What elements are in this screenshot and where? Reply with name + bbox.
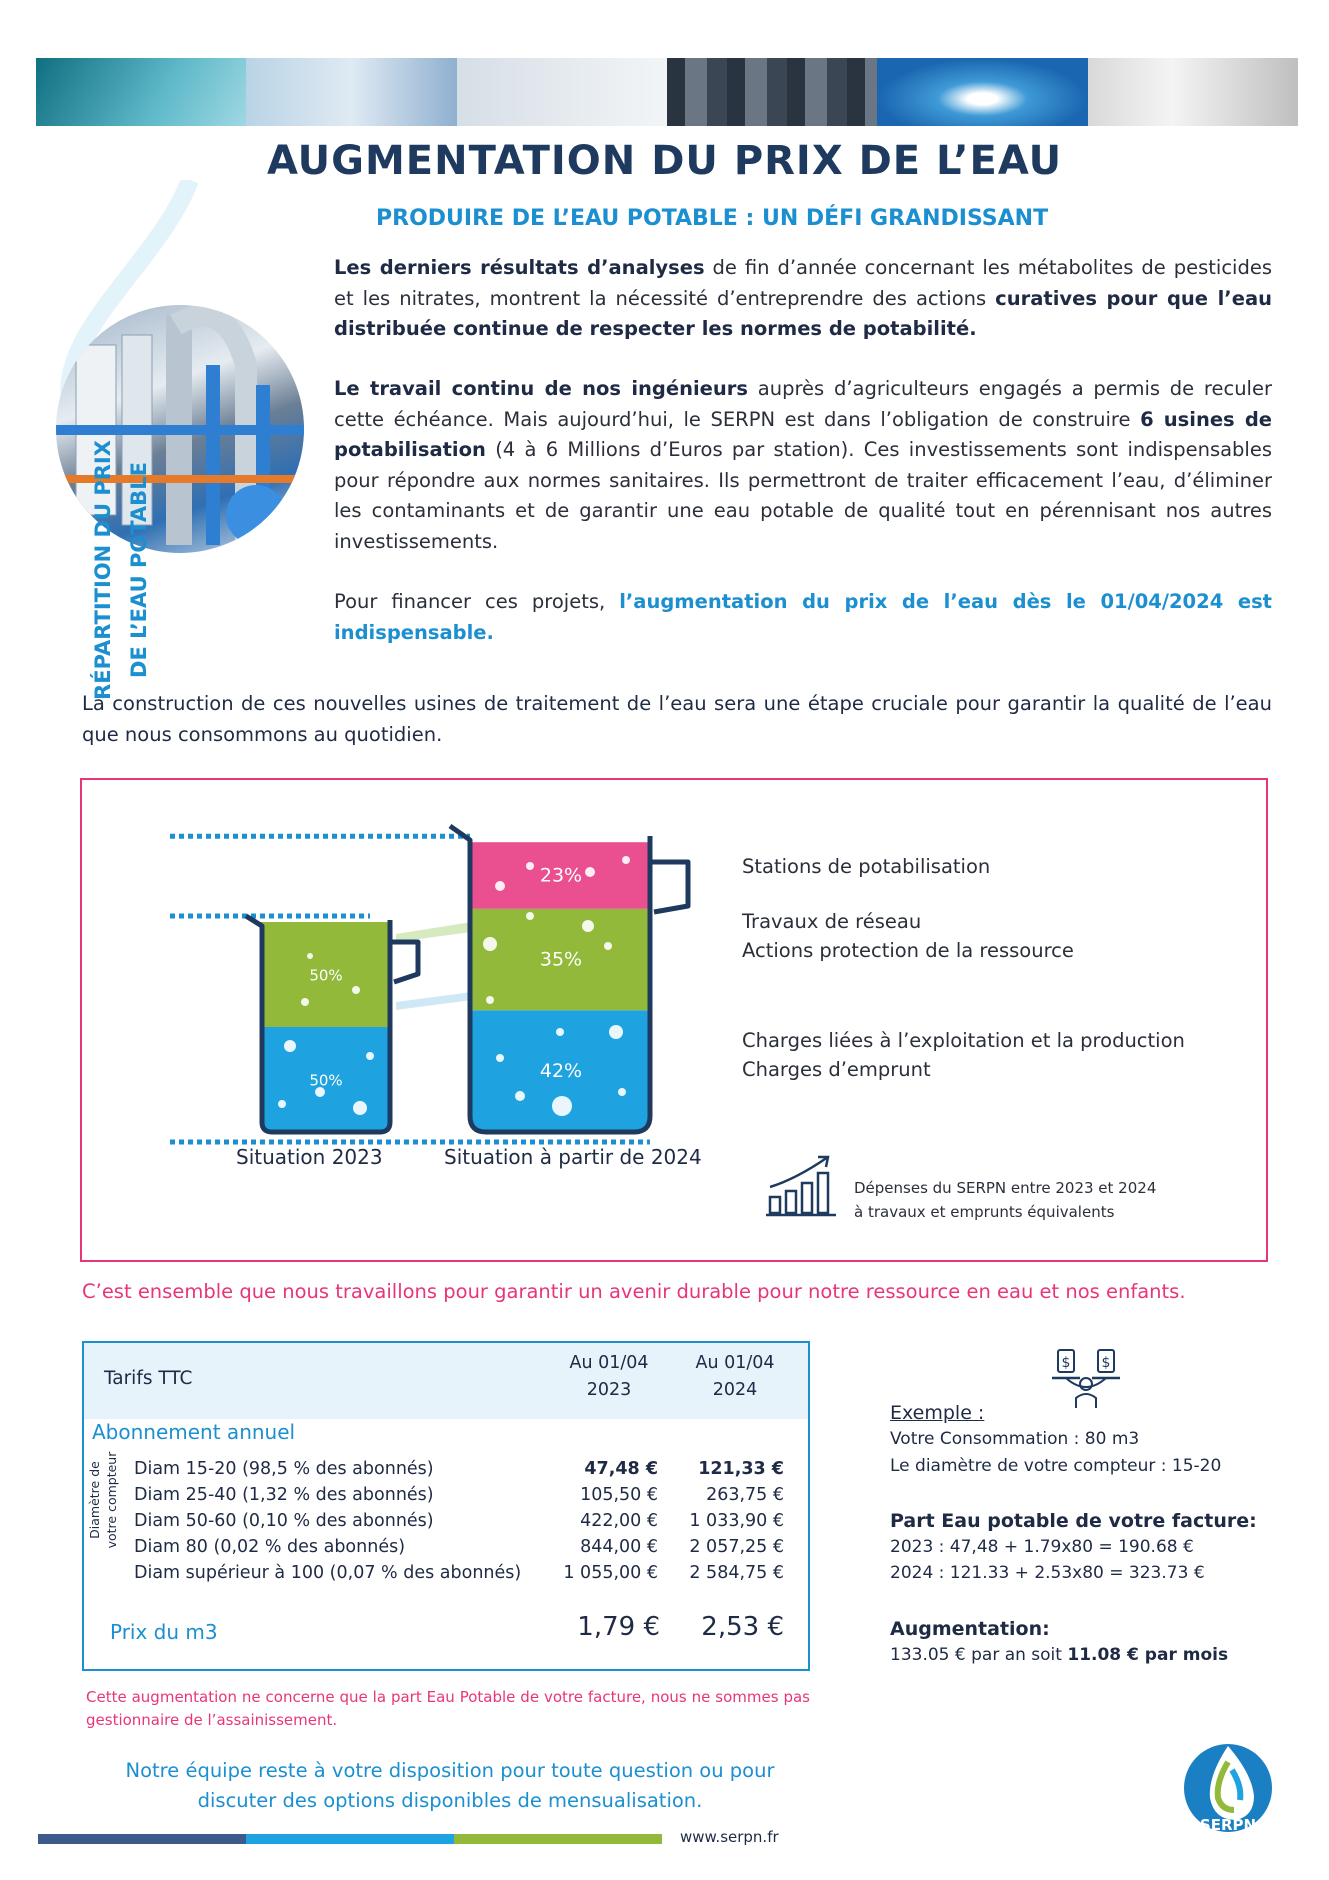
row-value-2024: 1 033,90 € bbox=[689, 1511, 784, 1531]
header-2024-date: Au 01/04 bbox=[695, 1353, 775, 1373]
para3-text: Pour financer ces projets, bbox=[334, 590, 620, 613]
para2-text-a: auprès d’agriculteurs engagés a permis de reculer cette échéance. Mais aujourd’hui, le SERPN est dans l’obligation de construire bbox=[334, 377, 1272, 431]
slogan: C’est ensemble que nous travaillons pour garantir un avenir durable pour notre ressource en eau et nos enfants. bbox=[82, 1280, 1186, 1303]
bubble bbox=[604, 942, 612, 950]
tarifs-ttc-label: Tarifs TTC bbox=[104, 1368, 193, 1389]
bubble bbox=[515, 1091, 525, 1101]
footer-color-bar bbox=[38, 1834, 662, 1844]
para2-text-b: (4 à 6 Millions d’Euros par station). Ces investissements sont indispensables pour répondre aux normes sanitaires. Ils permettront de traiter efficacement l’eau, d’éliminer les contaminants et de garantir une eau potable de qualité tout en pérennisant nos autres investissements. bbox=[334, 438, 1272, 553]
header-2023-date: Au 01/04 bbox=[569, 1353, 649, 1373]
legend-stations-label: Stations de potabilisation bbox=[742, 855, 991, 878]
bubble bbox=[278, 1100, 286, 1108]
row-label: Diam 50-60 (0,10 % des abonnés) bbox=[134, 1511, 434, 1531]
legend-charges-label: Charges liées à l’exploitation et la production bbox=[742, 1029, 1185, 1052]
legend-charges bbox=[742, 1026, 1185, 1084]
price-per-m3-2024: 2,53 € bbox=[701, 1612, 784, 1642]
bubble bbox=[352, 986, 360, 994]
row-value-2024: 2 584,75 € bbox=[689, 1563, 784, 1583]
column-header-2023 bbox=[554, 1350, 664, 1404]
table-row bbox=[134, 1459, 784, 1485]
bubble bbox=[496, 1054, 504, 1062]
logo-text: SERPN bbox=[1199, 1816, 1257, 1834]
table-row bbox=[134, 1563, 784, 1589]
example-consumption: Votre Consommation : 80 m3 bbox=[890, 1429, 1140, 1449]
footer-bar-navy bbox=[38, 1834, 246, 1844]
legend-travaux bbox=[742, 907, 1074, 965]
abonnement-heading: Abonnement annuel bbox=[92, 1420, 296, 1444]
expenses-line2: à travaux et emprunts équivalents bbox=[854, 1203, 1115, 1221]
connector-green bbox=[396, 922, 470, 942]
example-part-title: Part Eau potable de votre facture: bbox=[890, 1510, 1257, 1532]
example-calc-2024: 2024 : 121.33 + 2.53x80 = 323.73 € bbox=[890, 1563, 1205, 1583]
bubble bbox=[353, 1101, 367, 1115]
distribution-vertical-title bbox=[85, 380, 155, 760]
contact-line2: discuter des options disponibles de mensualisation. bbox=[197, 1789, 703, 1812]
intro-paragraph bbox=[334, 253, 1272, 345]
bubble bbox=[307, 953, 313, 959]
serpn-logo bbox=[1180, 1740, 1276, 1836]
page-title: AUGMENTATION DU PRIX DE L’EAU bbox=[266, 138, 1063, 184]
bubble bbox=[301, 998, 309, 1006]
row-label: Diam supérieur à 100 (0,07 % des abonnés) bbox=[134, 1563, 522, 1583]
diameter-vertical-label bbox=[86, 1430, 130, 1570]
svg-text:$: $ bbox=[1101, 1355, 1111, 1371]
row-value-2023: 47,48 € bbox=[584, 1459, 658, 1479]
jug-2023 bbox=[246, 916, 418, 1132]
row-label: Diam 25-40 (1,32 % des abonnés) bbox=[134, 1485, 434, 1505]
situation-2023-label: Situation 2023 bbox=[236, 1145, 383, 1169]
svg-text:$: $ bbox=[1061, 1355, 1071, 1371]
footer-bar-blue bbox=[246, 1834, 454, 1844]
expenses-line1: Dépenses du SERPN entre 2023 et 2024 bbox=[854, 1179, 1157, 1197]
page-subtitle: PRODUIRE DE L’EAU POTABLE : UN DÉFI GRANDISSANT bbox=[376, 206, 1049, 231]
engineers-paragraph bbox=[334, 374, 1272, 557]
legend-stations bbox=[742, 852, 990, 881]
legend-travaux-label: Travaux de réseau bbox=[742, 910, 922, 933]
para2-bold-mid: 6 usines de potabilisation bbox=[334, 407, 1272, 461]
bubble bbox=[556, 1028, 564, 1036]
table-row bbox=[134, 1537, 784, 1563]
construction-paragraph: La construction de ces nouvelles usines de traitement de l’eau sera une étape cruciale pour garantir la qualité de l’eau que nous consommons au quotidien. bbox=[82, 692, 1272, 746]
bubble bbox=[526, 912, 534, 920]
para3-highlight: l’augmentation du prix de l’eau dès le 01/04/2024 est indispensable. bbox=[334, 590, 1272, 644]
bubble bbox=[526, 862, 534, 870]
example-title: Exemple : bbox=[890, 1402, 985, 1424]
row-value-2024: 263,75 € bbox=[706, 1485, 784, 1505]
example-increase-title: Augmentation: bbox=[890, 1618, 1050, 1640]
bubble bbox=[284, 1040, 296, 1052]
bubble bbox=[486, 996, 494, 1004]
example-diameter: Le diamètre de votre compteur : 15-20 bbox=[890, 1456, 1222, 1476]
legend-emprunt-label: Charges d’emprunt bbox=[742, 1058, 931, 1081]
footer-bar-green bbox=[454, 1834, 662, 1844]
bubble bbox=[495, 881, 505, 891]
bubble bbox=[585, 867, 595, 877]
row-value-2023: 1 055,00 € bbox=[563, 1563, 658, 1583]
header-2024-year: 2024 bbox=[712, 1380, 758, 1400]
bubble bbox=[483, 937, 497, 951]
price-comparison-icon bbox=[1046, 1346, 1126, 1410]
diameter-label-line2: votre compteur bbox=[104, 1451, 119, 1549]
row-value-2023: 105,50 € bbox=[580, 1485, 658, 1505]
banner-photo-glass bbox=[36, 58, 246, 126]
price-per-m3-2023: 1,79 € bbox=[577, 1612, 660, 1642]
bar-value-label: 50% bbox=[309, 1071, 343, 1090]
banner-photo-pipes bbox=[667, 58, 877, 126]
situation-2024-label: Situation à partir de 2024 bbox=[444, 1145, 702, 1169]
para1-text: de fin d’année concernant les métabolites de pesticides et les nitrates, montrent la nécessité d’entreprendre des actions bbox=[334, 256, 1272, 310]
banner-photo-lab bbox=[457, 58, 667, 126]
bar-value-label: 42% bbox=[539, 1060, 583, 1083]
para1-bold-end: curatives pour que l’eau distribuée continue de respecter les normes de potabilité. bbox=[334, 286, 1272, 340]
bubble bbox=[618, 1088, 626, 1096]
row-label: Diam 15-20 (98,5 % des abonnés) bbox=[134, 1459, 434, 1479]
vertical-title-line1: RÉPARTITION DU PRIX bbox=[91, 440, 115, 700]
growth-chart-icon bbox=[766, 1153, 836, 1217]
row-value-2023: 422,00 € bbox=[580, 1511, 658, 1531]
vertical-title-line2: DE L’EAU POTABLE bbox=[127, 462, 151, 678]
bubble bbox=[552, 1096, 572, 1116]
bar-value-label: 23% bbox=[539, 864, 583, 887]
diameter-label-line1: Diamètre de bbox=[87, 1461, 102, 1539]
increase-monthly: 11.08 € par mois bbox=[1067, 1645, 1229, 1665]
jug-chart bbox=[170, 806, 730, 1146]
bubble bbox=[582, 920, 594, 932]
financing-paragraph bbox=[334, 587, 1272, 648]
bar-value-label: 50% bbox=[309, 966, 343, 985]
example-increase-value bbox=[890, 1645, 1228, 1665]
row-value-2024: 121,33 € bbox=[698, 1459, 784, 1479]
contact-message bbox=[90, 1756, 810, 1816]
bubble bbox=[366, 1052, 374, 1060]
row-label: Diam 80 (0,02 % des abonnés) bbox=[134, 1537, 406, 1557]
website-link[interactable]: www.serpn.fr bbox=[680, 1828, 779, 1846]
bubble bbox=[609, 1025, 623, 1039]
banner-photo-tube bbox=[246, 58, 456, 126]
connector-blue bbox=[396, 992, 470, 1010]
header-2023-year: 2023 bbox=[586, 1380, 632, 1400]
bar-value-label: 35% bbox=[539, 948, 583, 971]
increase-yearly: 133.05 € par an soit bbox=[890, 1645, 1068, 1665]
legend-actions-label: Actions protection de la ressource bbox=[742, 939, 1074, 962]
para1-bold-start: Les derniers résultats d’analyses bbox=[334, 256, 705, 279]
header-photo-banner bbox=[36, 58, 1298, 126]
price-per-m3-label: Prix du m3 bbox=[110, 1620, 218, 1644]
contact-line1: Notre équipe reste à votre disposition pour toute question ou pour bbox=[125, 1759, 775, 1782]
bubble bbox=[622, 856, 630, 864]
row-value-2024: 2 057,25 € bbox=[689, 1537, 784, 1557]
para2-bold-start: Le travail continu de nos ingénieurs bbox=[334, 377, 749, 400]
table-row bbox=[134, 1511, 784, 1537]
banner-photo-water-drop bbox=[877, 58, 1087, 126]
table-row bbox=[134, 1485, 784, 1511]
banner-photo-splash bbox=[1088, 58, 1298, 126]
example-calc-2023: 2023 : 47,48 + 1.79x80 = 190.68 € bbox=[890, 1537, 1194, 1557]
column-header-2024 bbox=[680, 1350, 790, 1404]
row-value-2023: 844,00 € bbox=[580, 1537, 658, 1557]
expenses-caption bbox=[854, 1176, 1156, 1224]
sanitation-note: Cette augmentation ne concerne que la part Eau Potable de votre facture, nous ne sommes pas gestionnaire de l’assainissement. bbox=[86, 1688, 810, 1729]
